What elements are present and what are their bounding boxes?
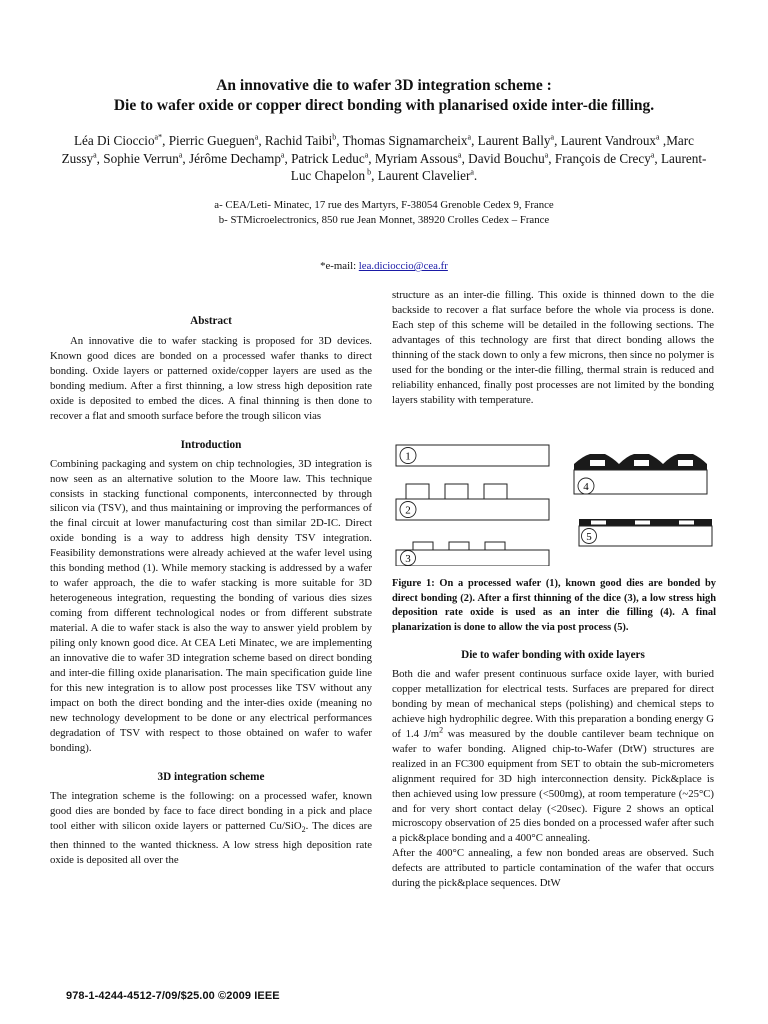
step-5-planarized (579, 519, 712, 546)
contact-email (40, 259, 728, 273)
author-separator: , (371, 168, 378, 183)
author-affiliation-marker: a (550, 132, 555, 142)
author-affiliation-marker: b (332, 132, 337, 142)
author-affiliation-marker: a (650, 150, 655, 160)
continuation-text: structure as an inter-die filling. This oxide is thinned down to the die backside to recover a flat surface before the whole via process is done. Each step of this scheme will be detailed in the following sections. The advantages of this technology are first that direct bonding allows the thinning of the stack down to only a few microns, then since no polymer is used for the bonding or the inter-die filling, thermal strain is reduced and reliability enhanced, finally post processes are not limited by the bonding layers stability with temperature. (392, 289, 714, 406)
annealing-text: After the 400°C annealing, a few non bonded areas are observed. Such defects are attributed to particle contamination of the wafer that occurs during the pick&place sequences. DtW (392, 847, 714, 890)
step-3-label: 3 (405, 553, 411, 565)
author-name: Sophie Verrun (103, 150, 179, 166)
step-4-label: 4 (583, 481, 589, 493)
right-column-top (392, 288, 714, 408)
introduction-text: Combining packaging and system on chip technologies, 3D integration is now seen as an alternative solution to the Moore law. This technique consists in stacking functional components, interconnected by through silicon via (TSV), and thus maintaining or improving the performances of the final circuit at lower manufacturing cost than similar 2D-IC. Direct oxide bonding is a way to address high density TSV integration. Feasibility demonstrations were already achieved at the wafer level using this bonding method (1). While memory stacking is addressed by a wafer to wafer approach, the die to wafer stacking is more suitable for 3D heterogeneous integration, requesting the bonding of various dies sizes coming from different technological nodes or from different substrate material. A die to wafer stack is also the way to answer yield problem by piling only known good dice. At CEA Leti Minatec, we are implementing an innovative die to wafer 3D integration scheme based on direct bonding and inter-die filling oxide planarisation. The main specification guide line for this new integration is to allow post processes like TSV without any impact on both the direct bonding and the inter-dies oxide (meaning no new technology development to be done or any electrical performances degradation of TSV with respect to those obtained on wafer to wafer bonding). (50, 457, 372, 754)
author-affiliation-marker: a (470, 167, 474, 177)
title-line-1: An innovative die to wafer 3D integration scheme : (216, 77, 552, 94)
step-2-bonded-dies (396, 484, 549, 520)
footer-copyright: 978-1-4244-4512-7/09/$25.00 ©2009 IEEE (66, 990, 280, 1002)
step-1-processed-wafer (396, 445, 549, 466)
figure-1-diagram (393, 436, 719, 566)
author-affiliation-marker: a (458, 150, 462, 160)
step-4-oxide-filling (574, 454, 707, 494)
author-name: Jérôme Dechamp (189, 150, 281, 166)
right-column-bottom (392, 648, 714, 891)
author-separator: , (471, 133, 478, 148)
introduction-heading: Introduction (180, 438, 242, 451)
affiliation-a: a- CEA/Leti- Minatec, 17 rue des Martyrs, F-38054 Grenoble Cedex 9, France (214, 199, 554, 211)
paper-title (40, 76, 728, 116)
author-name: Patrick Leduc (291, 150, 365, 166)
author-separator: , (554, 133, 561, 148)
author-name: Laurent-Luc Chapelon (290, 150, 707, 183)
email-link[interactable]: lea.dicioccio@cea.fr (358, 260, 448, 272)
step-1-label: 1 (405, 450, 411, 463)
oxide-bonding-text-part-2: was measured by the double cantilever beam technique on wafer to wafer bonding. Aligned chip-to-Wafer (DtW) structures are realized in an FC300 equipment from SET to obtain the sub-micrometers alignment required for 3D high interconnection density. Pick&place is then achieved using low pressure (<500mg), at room temperature (~25°C) and for very short contact delay (<20sec). Figure 2 shows an optical microscopy observation of 25 dies bonded on a processed wafer after such a pick&place bonding and a 400°C annealing. (392, 727, 714, 845)
author-separator: , (654, 150, 661, 166)
author-affiliation-marker: a (280, 150, 285, 160)
author-affiliation-marker: a (93, 150, 97, 160)
author-name: Laurent Clavelier (377, 168, 471, 183)
author-name: Rachid Taibi (264, 133, 333, 148)
oxide-bonding-text-part-1: Both die and wafer present continuous surface oxide layer, with buried copper metallization for electrical tests. Surfaces are prepared for direct bonding by mean of mechanical steps (polishing) and chemical steps to achieve high hydrophilic degree. With this preparation a bonding energy G of 1.4 J/m (392, 667, 714, 740)
author-separator: , (96, 150, 104, 166)
oxide-bonding-superscript: 2 (439, 725, 444, 735)
email-label: *e-mail: (320, 260, 359, 272)
author-separator: , (461, 150, 469, 166)
author-separator: , (284, 150, 292, 166)
left-column (50, 314, 372, 868)
author-separator: , (368, 150, 375, 166)
scheme-text-part-1: The integration scheme is the following: on a processed wafer, known good dies are bonded by face to face direct bonding in a pick and place tool either with silicon oxide layers or patterned Cu/SiO (50, 789, 372, 832)
author-affiliation-marker: a* (154, 132, 163, 142)
abstract-heading: Abstract (190, 315, 232, 327)
affiliations (40, 198, 728, 228)
title-line-2: Die to wafer oxide or copper direct bonding with planarised oxide inter-die filling. (113, 97, 655, 114)
author-name: Pierric Gueguen (168, 133, 255, 148)
oxide-bonding-text (392, 667, 714, 846)
author-name: Thomas Signamarcheix (342, 133, 468, 148)
author-affiliation-marker: a (178, 150, 183, 160)
step-5-label: 5 (586, 531, 592, 543)
author-separator: , (258, 133, 265, 148)
author-name: Laurent Vandroux (560, 133, 657, 148)
author-separator: , (659, 133, 667, 148)
abstract-text: An innovative die to wafer stacking is proposed for 3D devices. Known good dices are bonded on a processed wafer thanks to direct bonding. Oxide layers or patterned oxide/copper layers are used as the bonding medium. After a first thinning, a low stress high deposition rate oxide is deposited to embed the dices. A final thinning is then done to recover a flat and smooth surface before the trough silicon vias (50, 334, 372, 422)
author-name: Marc Zussy (61, 133, 695, 166)
author-affiliation-marker: b (365, 167, 372, 177)
step-3-thinned-dies (396, 542, 549, 566)
author-separator: , (182, 150, 189, 166)
author-affiliation-marker: a (467, 132, 472, 142)
scheme-heading: 3D integration scheme (157, 770, 265, 783)
author-affiliation-marker: a (254, 132, 259, 142)
author-separator: , (336, 133, 343, 148)
author-name: Léa Di Cioccio (73, 133, 155, 148)
scheme-text-subscript: 2 (301, 824, 306, 834)
author-name: Laurent Bally (477, 133, 551, 148)
author-name: François de Crecy (554, 150, 651, 166)
affiliation-b: b- STMicroelectronics, 850 rue Jean Monnet, 38920 Crolles Cedex – France (218, 214, 550, 226)
author-separator: , (548, 150, 555, 166)
oxide-bonding-heading: Die to wafer bonding with oxide layers (461, 649, 645, 661)
figure-1-caption: Figure 1: On a processed wafer (1), known good dies are bonded by direct bonding (2). After a first thinning of the dice (3), a low stress high deposition rate oxide is used as an inter die filling (4). A final planarization is done to allow the via post process (5). (392, 578, 716, 633)
author-name: David Bouchu (468, 150, 545, 166)
scheme-text-part-2: . The dices are then thinned to the wanted thickness. A low stress high deposition rate oxide is deposited all over the (50, 819, 372, 866)
figure-1 (393, 436, 719, 566)
author-separator: , (162, 133, 169, 148)
scheme-text (50, 789, 372, 868)
author-affiliation-marker: a (656, 132, 660, 142)
author-affiliation-marker: a (364, 150, 369, 160)
author-name: Myriam Assous (374, 150, 459, 166)
author-list: Léa Di Cioccio$^{a*}$, Pierric Gueguen$^a$, Rachid Taibi$^b$, Thomas Signamarcheix$^a$, Laurent Bally$^a$, Laurent Vandroux$^a$ ,Marc Zussy$^a$, Sophie Verrun$^a$, Jérôme Dechamp$^a$, Patrick Leduc$^a$, Myriam Assous$^a$, David Bouchu$^a$, François de Crecy$^a$, Laurent-Luc Chapelon $^b$, Laurent Clavelier$^a$. (61, 132, 707, 183)
step-2-label: 2 (405, 504, 411, 517)
author-affiliation-marker: a (544, 150, 549, 160)
